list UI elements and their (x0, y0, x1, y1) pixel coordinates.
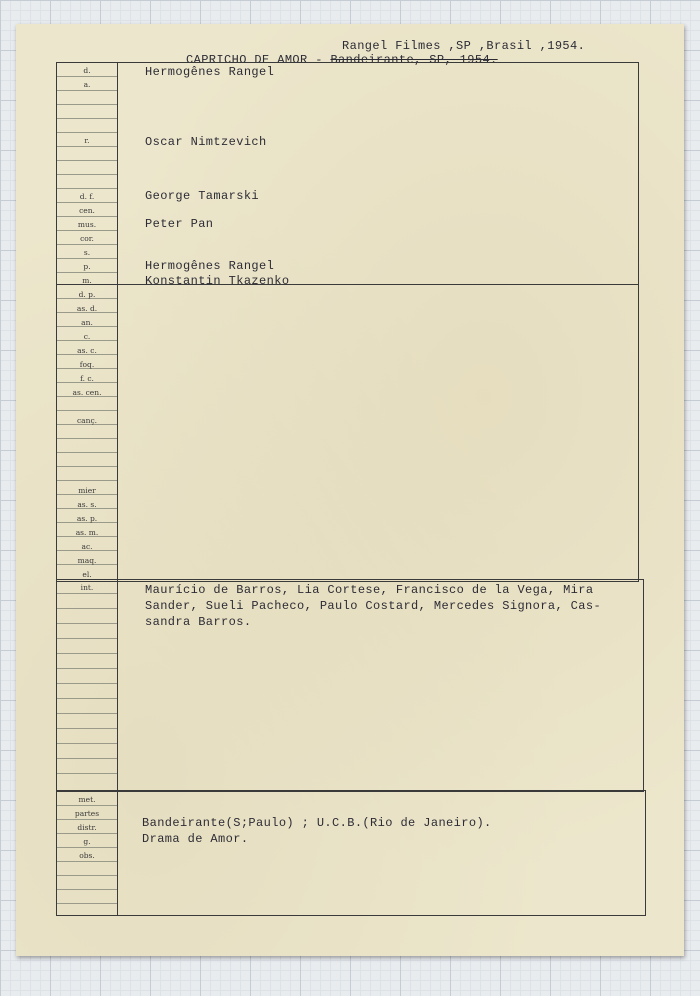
section-divider (56, 579, 644, 580)
director-entry: Hermogênes Rangel (145, 65, 275, 79)
upper-frame (56, 62, 639, 582)
label-cen: cen. (79, 206, 95, 215)
cast-line-3: sandra Barros. (145, 615, 252, 629)
label-asp: as. p. (76, 514, 98, 523)
label-an: an. (81, 318, 93, 327)
distribution-frame (56, 790, 646, 916)
cast-line-2: Sander, Sueli Pacheco, Paulo Costard, Mercedes Signora, Cas- (145, 599, 602, 613)
row-rule (57, 623, 117, 624)
row-rule (57, 683, 117, 684)
row-rule (57, 743, 117, 744)
row-rule (57, 653, 117, 654)
row-rule (57, 713, 117, 714)
label-distr: distr. (77, 823, 97, 832)
row-rule (57, 903, 117, 904)
row-rule (57, 668, 117, 669)
row-rule (57, 889, 117, 890)
distribution-entry: Bandeirante(S;Paulo) ; U.C.B.(Rio de Janeiro). (142, 816, 492, 830)
row-rule (57, 160, 117, 161)
label-ass: as. s. (77, 500, 97, 509)
label-m: m. (82, 276, 92, 285)
row-rule (57, 698, 117, 699)
row-rule (57, 728, 117, 729)
label-dp: d. p. (78, 290, 96, 299)
label-foq: foq. (79, 360, 95, 369)
studio-header: Rangel Filmes ,SP ,Brasil ,1954. (342, 39, 586, 53)
label-ac: ac. (81, 542, 93, 551)
editor-entry: Konstantin Tkazenko (145, 274, 290, 288)
row-rule (57, 104, 117, 105)
section-divider (56, 284, 639, 285)
row-rule (57, 438, 117, 439)
label-p: p. (83, 262, 91, 271)
row-rule (57, 758, 117, 759)
section-divider (56, 790, 646, 791)
cast-line-1: Maurício de Barros, Lia Cortese, Francisco de la Vega, Mira (145, 583, 594, 597)
row-rule (57, 480, 117, 481)
label-asd: as. d. (76, 304, 98, 313)
label-c: c. (83, 332, 91, 341)
label-met: met. (78, 795, 96, 804)
row-rule (57, 132, 117, 133)
label-mier: mier (78, 486, 96, 495)
row-rule (57, 188, 117, 189)
label-s: s. (83, 248, 91, 257)
label-r: r. (84, 136, 90, 145)
label-g: g. (83, 837, 91, 846)
label-partes: partes (74, 809, 100, 818)
music-entry: Peter Pan (145, 217, 214, 231)
label-int: int. (80, 583, 94, 592)
label-canc: canç. (76, 416, 98, 425)
row-rule (57, 608, 117, 609)
label-asm: as. m. (75, 528, 99, 537)
label-ascen: as. cen. (72, 388, 102, 397)
label-a: a. (83, 80, 91, 89)
cinematography-entry: George Tamarski (145, 189, 260, 203)
row-rule (57, 410, 117, 411)
row-rule (57, 875, 117, 876)
label-el: el. (82, 570, 92, 579)
label-cor: cor. (80, 234, 94, 243)
label-d: d. (83, 66, 91, 75)
title-prefix: CAPRICHO DE AMOR - (186, 53, 331, 67)
row-rule (57, 466, 117, 467)
row-rule (57, 174, 117, 175)
label-maq: maq. (77, 556, 97, 565)
row-rule (57, 773, 117, 774)
label-column-line (117, 62, 118, 916)
genre-entry: Drama de Amor. (142, 832, 249, 846)
catalog-card (16, 24, 684, 956)
writer-entry: Oscar Nimtzevich (145, 135, 267, 149)
label-asc: as. c. (77, 346, 97, 355)
label-obs: obs. (79, 851, 95, 860)
label-fc: f. c. (80, 374, 94, 383)
label-mus: mus. (77, 220, 97, 229)
row-rule (57, 638, 117, 639)
row-rule (57, 452, 117, 453)
producer-entry: Hermogênes Rangel (145, 259, 275, 273)
title-struck: Bandeirante, SP, 1954. (330, 53, 498, 67)
label-df: d. f. (79, 192, 95, 201)
row-rule (57, 118, 117, 119)
